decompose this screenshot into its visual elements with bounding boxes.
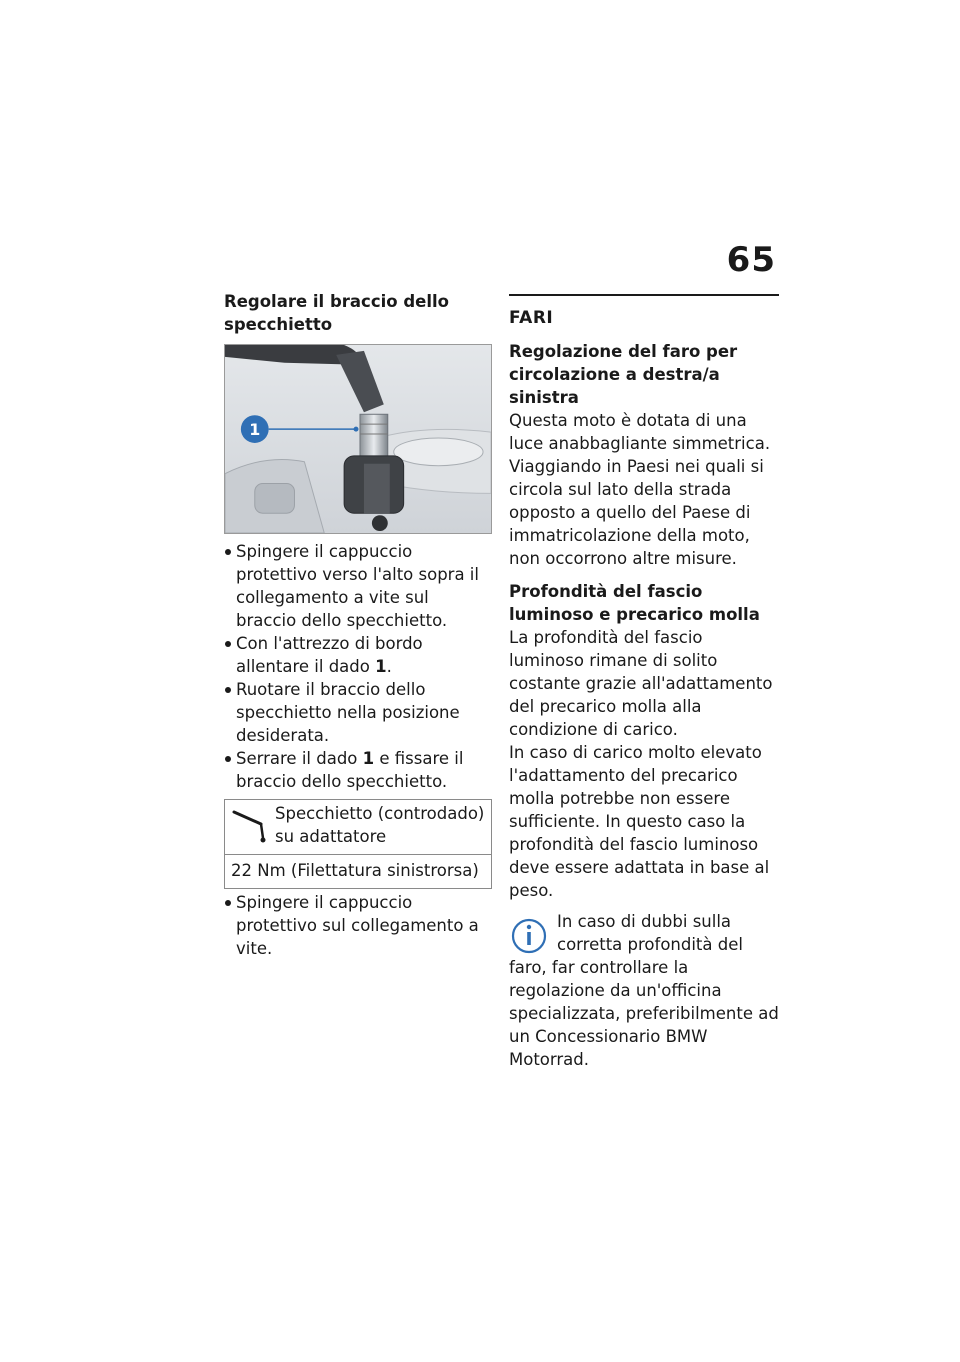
page-number: 65 — [726, 240, 776, 280]
step-text-end: e fissare il braccio dello specchietto. — [236, 749, 464, 791]
headlight-adjust-text: Questa moto è dotata di una luce anabbagliante simmetrica. Viaggiando in Paesi nei quali si circola sul lato della strada opposto a quello del Paese di immatricolazione della moto, non occorrono altre misure. — [509, 411, 771, 568]
info-note — [509, 910, 779, 1071]
beam-depth-heading: Profondità del fascio luminoso e precarico molla — [509, 582, 760, 624]
section-title: FARI — [509, 308, 554, 328]
torque-spec-header — [225, 800, 491, 855]
beam-depth-text-1: La profondità del fascio luminoso rimane di solito costante grazie all'adattamento del precarico molla alla condizione di carico. — [509, 628, 773, 739]
torque-wrench-icon — [231, 802, 271, 846]
left-column — [224, 290, 492, 960]
step-ref: 1 — [362, 749, 375, 768]
list-item — [224, 540, 492, 632]
list-item — [224, 747, 492, 793]
torque-spec-value: 22 Nm (Filettatura sinistrorsa) — [231, 861, 479, 880]
info-icon — [509, 912, 549, 956]
info-text: In caso di dubbi sulla corretta profondità del faro, far controllare la regolazione da un'officina specializzata, preferibilmente ad un Concessionario BMW Motorrad. — [509, 912, 779, 1069]
mirror-final-step-list — [224, 891, 492, 960]
list-item — [224, 678, 492, 747]
step-ref: 1 — [375, 657, 387, 676]
headlight-adjust-heading: Regolazione del faro per circolazione a destra/a sinistra — [509, 342, 738, 407]
right-column — [509, 290, 779, 1071]
mirror-arm-heading: Regolare il braccio dello specchietto — [224, 292, 449, 334]
section-divider — [509, 294, 779, 296]
torque-spec-table — [224, 799, 492, 889]
mirror-steps-list — [224, 540, 492, 793]
list-item — [224, 891, 492, 960]
beam-depth-text-2: In caso di carico molto elevato l'adattamento del precarico molla potrebbe non essere sufficiente. In questo caso la profondità del fascio luminoso deve essere adattata in base al peso. — [509, 743, 770, 900]
step-text-end: . — [386, 657, 392, 676]
step-text: Con l'attrezzo di bordo allentare il dado — [236, 634, 423, 676]
list-item — [224, 632, 492, 678]
step-text: Ruotare il braccio dello specchietto nella posizione desiderata. — [236, 680, 460, 745]
step-text: Spingere il cappuccio protettivo sul collegamento a vite. — [236, 893, 479, 958]
mirror-arm-illustration — [225, 345, 491, 533]
step-text: Spingere il cappuccio protettivo verso l'alto sopra il collegamento a vite sul braccio dello specchietto. — [236, 542, 479, 630]
step-text: Serrare il dado — [236, 749, 363, 768]
callout-1-label: 1 — [249, 420, 261, 440]
mirror-arm-photo — [224, 344, 492, 534]
torque-spec-title: Specchietto (controdado) su adattatore — [275, 804, 485, 846]
